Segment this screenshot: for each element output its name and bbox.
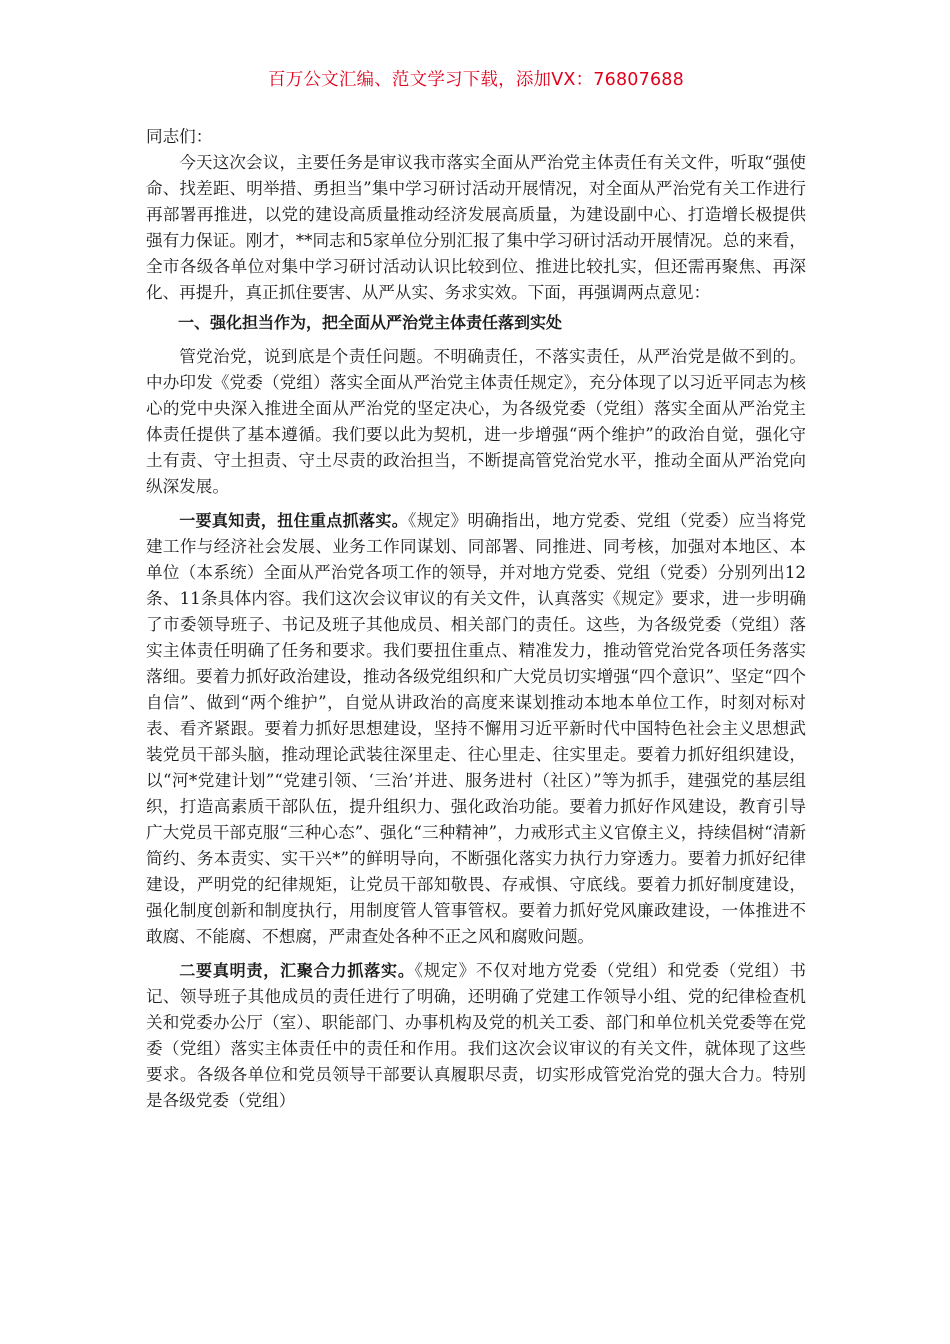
point2-paragraph [146,958,806,1114]
section-heading-1: 一、强化担当作为，把全面从严治党主体责任落到实处 [178,313,563,332]
document-body [146,124,806,1114]
salutation: 同志们： [146,127,213,146]
intro-paragraph: 今天这次会议，主要任务是审议我市落实全面从严治党主体责任有关文件，听取“强使命、找差距、明举措、勇担当”集中学习研讨活动开展情况，对全面从严治党有关工作进行再部署再推进，以党的建设高质量推动经济发展高质量，为建设副中心、打造增长极提供强有力保证。刚才，**同志和5家单位分别汇报了集中学习研讨活动开展情况。总的来看，全市各级各单位对集中学习研讨活动认识比较到位、推进比较扎实，但还需再聚焦、再深化、再提升，真正抓住要害、从严从实、务求实效。下面，再强调两点意见： [146,153,806,302]
promo-header: 百万公文汇编、范文学习下载，添加VX：76807688 [268,70,684,90]
point2-text: 《规定》不仅对地方党委（党组）和党委（党组）书记、领导班子其他成员的责任进行了明确，还明确了党建工作领导小组、党的纪律检查机关和党委办公厅（室）、职能部门、办事机构及党的机关工委、部门和单位机关党委等在党委（党组）落实主体责任中的责任和作用。我们这次会议审议的有关文件，就体现了这些要求。各级各单位和党员领导干部要认真履职尽责，切实形成管党治党的强大合力。特别是各级党委（党组） [146,961,806,1110]
point1-lead: 一要真知责，扭住重点抓落实。 [179,511,409,530]
section1-paragraph: 管党治党，说到底是个责任问题。不明确责任，不落实责任，从严治党是做不到的。中办印发《党委（党组）落实全面从严治党主体责任规定》，充分体现了以习近平同志为核心的党中央深入推进全面从严治党的坚定决心，为各级党委（党组）落实全面从严治党主体责任提供了基本遵循。我们要以此为契机，进一步增强“两个维护”的政治自觉，强化守土有责、守土担责、守土尽责的政治担当，不断提高管党治党水平，推动全面从严治党向纵深发展。 [146,347,806,496]
point1-paragraph [146,508,806,950]
point1-text: 《规定》明确指出，地方党委、党组（党委）应当将党建工作与经济社会发展、业务工作同谋划、同部署、同推进、同考核，加强对本地区、本单位（本系统）全面从严治党各项工作的领导，并对地方党委、党组（党委）分别列出12条、11条具体内容。我们这次会议审议的有关文件，认真落实《规定》要求，进一步明确了市委领导班子、书记及班子其他成员、相关部门的责任。这些，为各级党委（党组）落实主体责任明确了任务和要求。我们要扭住重点、精准发力，推动管党治党各项任务落实落细。要着力抓好政治建设，推动各级党组织和广大党员切实增强“四个意识”、坚定“四个自信”、做到“两个维护”，自觉从讲政治的高度来谋划推动本地本单位工作，时刻对标对表、看齐紧跟。要着力抓好思想建设，坚持不懈用习近平新时代中国特色社会主义思想武装党员干部头脑，推动理论武装往深里走、往心里走、往实里走。要着力抓好组织建设，以“河*党建计划”“党建引领、‘三治’并进、服务进村（社区）”等为抓手，建强党的基层组织，打造高素质干部队伍，提升组织力、强化政治功能。要着力抓好作风建设，教育引导广大党员干部克服“三种心态”、强化“三种精神”，力戒形式主义官僚主义，持续倡树“清新简约、务本责实、实干兴*”的鲜明导向，不断强化落实力执行力穿透力。要着力抓好纪律建设，严明党的纪律规矩，让党员干部知敬畏、存戒惧、守底线。要着力抓好制度建设，强化制度创新和制度执行，用制度管人管事管权。要着力抓好党风廉政建设，一体推进不敢腐、不能腐、不想腐，严肃查处各种不正之风和腐败问题。 [146,511,806,946]
point2-lead: 二要真明责，汇聚合力抓落实。 [179,961,415,980]
